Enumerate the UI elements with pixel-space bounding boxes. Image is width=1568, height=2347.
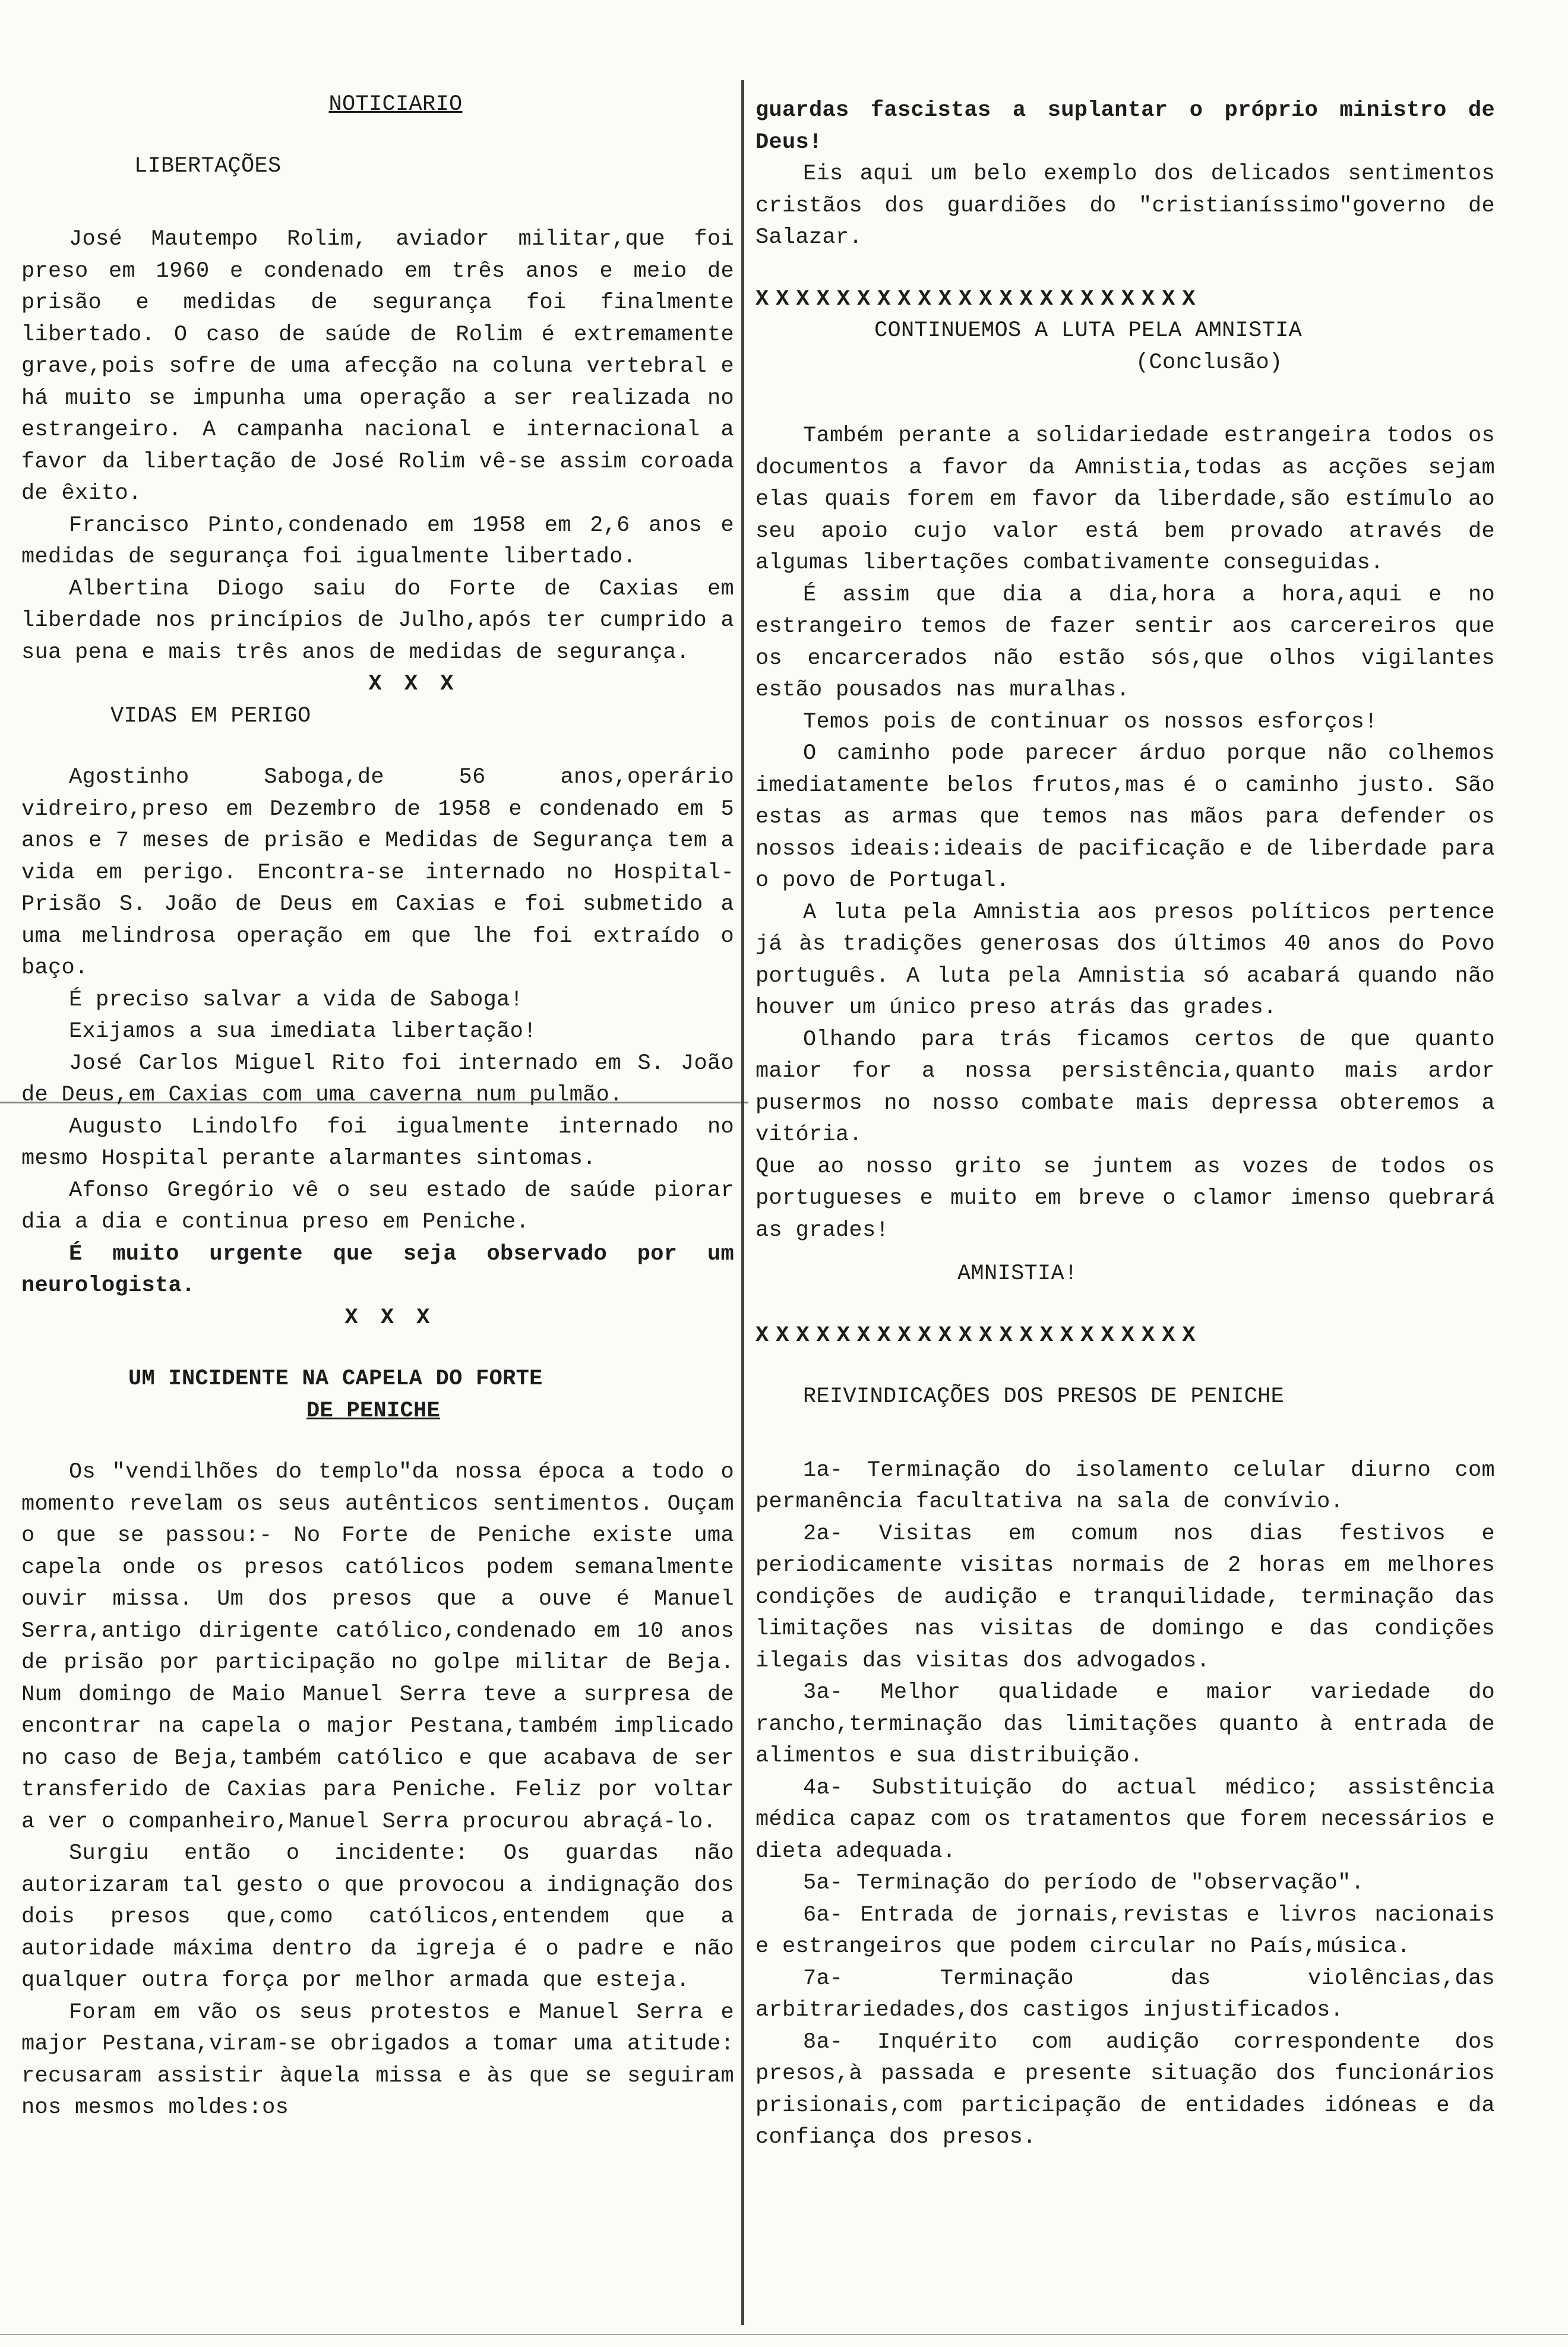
vidas-paragraph-7: É muito urgente que seja observado por um neurologista. [21,1241,734,1298]
libertacoes-paragraph-1: José Mautempo Rolim, aviador militar,que foi preso em 1960 e condenado em três anos e meio de prisão e medidas de segurança foi finalmente libertado. O caso de saúde de Rolim é extremamente grave,pois sofre de uma afecção na coluna vertebral e há muito se impunha uma operação a ser realizada no estrangeiro. A campanha nacional e internacional a favor da libertação de José Rolim vê-se assim coroada de êxito. [21,227,734,506]
section-heading-reivindicacoes: REIVINDICAÇÕES DOS PRESOS DE PENICHE [803,1384,1285,1409]
amnistia-paragraph-6: Olhando para trás ficamos certos de que quanto maior for a nossa persistência,quanto mais ardor pusermos no nosso combate mais depressa obteremos a vitória. [755,1027,1495,1147]
continuation-paragraph-2: Eis aqui um belo exemplo dos delicados sentimentos cristãos dos guardiões do "cristianíssimo"governo de Salazar. [755,162,1495,250]
column-divider [741,80,744,2325]
incidente-paragraph-2: Surgiu então o incidente: Os guardas não autorizaram tal gesto o que provocou a indignação dos dois presos que,como católicos,entendem que a autoridade máxima dentro da igreja é o padre e não qualquer outra força por melhor armada que esteja. [21,1841,734,1993]
amnistia-paragraph-3: Temos pois de continuar os nossos esforços! [803,709,1378,735]
amnistia-paragraph-1: Também perante a solidariedade estrangeira todos os documentos a favor da Amnistia,todas as acções sejam elas quais forem em favor da liberdade,são estímulo ao seu apoio cujo valor está bem provado através de algumas libertações combativamente conseguidas. [755,423,1495,575]
demand-item-1: 1a- Terminação do isolamento celular diurno com permanência facultativa na sala de convívio. [755,1457,1495,1514]
demand-item-2: 2a- Visitas em comum nos dias festivos e periodicamente visitas normais de 2 horas em melhores condições de audição e tranquilidade, terminação das limitações nas visitas de domingo e das condições ilegais das visitas dos advogados. [755,1521,1495,1674]
section-heading-libertacoes: LIBERTAÇÕES [134,153,282,179]
libertacoes-paragraph-3: Albertina Diogo saiu do Forte de Caxias em liberdade nos princípios de Julho,após ter cumprido a sua pena e mais três anos de medidas de segurança. [21,576,734,665]
incidente-paragraph-3: Foram em vão os seus protestos e Manuel Serra e major Pestana,viram-se obrigados a tomar uma atitude: recusaram assistir àquela missa e às que se seguiram nos mesmos moldes:os [21,2000,734,2120]
left-column [21,89,734,2124]
demand-item-7: 7a- Terminação das violências,das arbitrariedades,dos castigos injustificados. [755,1966,1495,2023]
page-bottom-edge [0,2334,1568,2335]
vidas-paragraph-1: Agostinho Saboga,de 56 anos,operário vidreiro,preso em Dezembro de 1958 e condenado em 5 anos e 7 meses de prisão e Medidas de Segurança tem a vida em perigo. Encontra-se internado no Hospital-Prisão S. João de Deus em Caxias e foi submetido a uma melindrosa operação em que lhe foi extraído o baço. [21,765,734,980]
amnistia-closing: AMNISTIA! [957,1261,1078,1286]
section-heading-incidente-line2: DE PENICHE [306,1398,441,1424]
demand-item-3: 3a- Melhor qualidade e maior variedade do rancho,terminação das limitações quanto à entrada de alimentos e sua distribuição. [755,1680,1495,1769]
section-heading-amnistia: CONTINUEMOS A LUTA PELA AMNISTIA [874,318,1303,343]
amnistia-paragraph-2: É assim que dia a dia,hora a hora,aqui e no estrangeiro temos de fazer sentir aos carcereiros que os encarcerados não estão sós,que olhos vigilantes estão pousados nas muralhas. [755,582,1495,703]
page-title: NOTICIARIO [328,92,463,117]
section-heading-vidas-em-perigo: VIDAS EM PERIGO [110,703,311,729]
libertacoes-paragraph-2: Francisco Pinto,condenado em 1958 em 2,6 anos e medidas de segurança foi igualmente libertado. [21,513,734,570]
vidas-paragraph-5: Augusto Lindolfo foi igualmente internado no mesmo Hospital perante alarmantes sintomas. [21,1114,734,1171]
right-column [755,95,1495,2154]
x-separator-row-2: XXXXXXXXXXXXXXXXXXXXXX [755,1323,1203,1348]
separator-xxx-2: X X X [344,1305,435,1330]
vidas-paragraph-3: Exijamos a sua imediata libertação! [69,1019,537,1044]
continuation-paragraph-1: guardas fascistas a suplantar o próprio ministro de Deus! [755,98,1495,155]
vidas-paragraph-2: É preciso salvar a vida de Saboga! [69,987,524,1013]
amnistia-paragraph-4: O caminho pode parecer árduo porque não colhemos imediatamente belos frutos,mas é o caminho justo. São estas as armas que temos nas mãos para defender os nossos ideais:ideais de pacificação e de liberdade para o povo de Portugal. [755,741,1495,893]
demand-item-5: 5a- Terminação do período de "observação". [803,1871,1365,1896]
demand-item-8: 8a- Inquérito com audição correspondente dos presos,à passada e presente situação dos funcionários prisionais,com participação de entidades idóneas e da confiança dos presos. [755,2029,1495,2150]
amnistia-paragraph-5: A luta pela Amnistia aos presos políticos pertence já às tradições generosas dos últimos 40 anos do Povo português. A luta pela Amnistia só acabará quando não houver um único preso atrás das grades. [755,900,1495,1020]
demand-item-6: 6a- Entrada de jornais,revistas e livros nacionais e estrangeiros que podem circular no País,música. [755,1902,1495,1959]
vidas-paragraph-4: José Carlos Miguel Rito foi internado em S. João de Deus,em Caxias com uma caverna num pulmão. [21,1051,734,1108]
section-heading-incidente-line1: UM INCIDENTE NA CAPELA DO FORTE [128,1367,543,1391]
x-separator-row-1: XXXXXXXXXXXXXXXXXXXXXX [755,286,1203,312]
separator-xxx-1: X X X [368,672,459,697]
amnistia-paragraph-7: Que ao nosso grito se juntem as vozes de todos os portugueses e muito em breve o clamor imenso quebrará as grades! [755,1154,1495,1243]
section-subheading-conclusao: (Conclusão) [1136,350,1283,375]
vidas-paragraph-6: Afonso Gregório vê o seu estado de saúde piorar dia a dia e continua preso em Peniche. [21,1178,734,1235]
demand-item-4: 4a- Substituição do actual médico; assistência médica capaz com os tratamentos que forem necessários e dieta adequada. [755,1775,1495,1864]
incidente-paragraph-1: Os "vendilhões do templo"da nossa época a todo o momento revelam os seus autênticos sentimentos. Ouçam o que se passou:- No Forte de Peniche existe uma capela onde os presos católicos podem semanalmente ouvir missa. Um dos presos que a ouve é Manuel Serra,antigo dirigente católico,condenado em 10 anos de prisão por participação no golpe militar de Beja. Num domingo de Maio Manuel Serra teve a surpresa de encontrar na capela o major Pestana,também implicado no caso de Beja,também católico e que acabava de ser transferido de Caxias para Peniche. Feliz por voltar a ver o companheiro,Manuel Serra procurou abraçá-lo. [21,1460,734,1834]
